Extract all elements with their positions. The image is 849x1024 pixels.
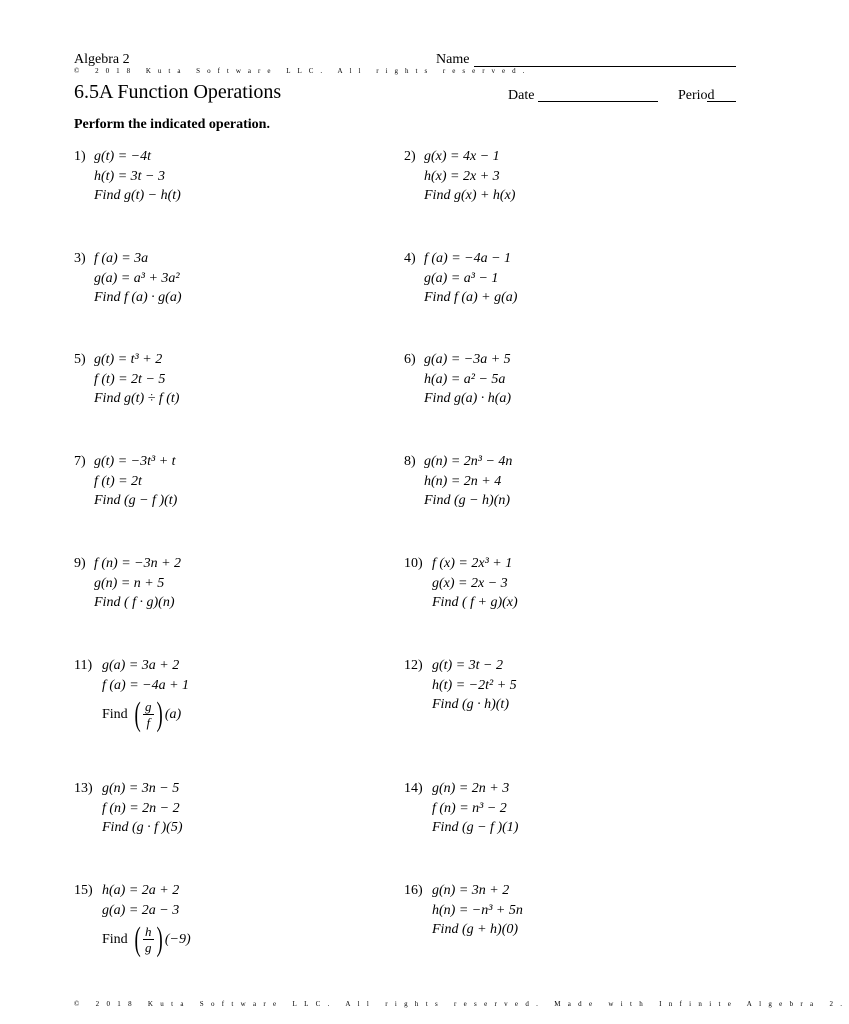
period-label: Period [678,88,715,103]
function-definition: h(n) = −n³ + 5n [432,902,523,918]
function-definition: f (a) = 3a [94,251,149,266]
function-definition: h(t) = −2t² + 5 [432,677,517,693]
problem-number: 6) [404,352,416,367]
problem-number: 13) [74,781,93,796]
function-definition: g(n) = 3n + 2 [432,883,510,898]
fraction-argument: (a) [164,706,182,722]
function-definition: g(n) = 2n³ − 4n [424,454,513,469]
quotient-fraction [143,924,154,955]
problem-task: Find g(t) − h(t) [94,188,181,203]
function-definition: g(n) = 2n + 3 [432,781,510,796]
left-paren: ( [134,695,141,733]
function-definition: f (n) = −3n + 2 [94,556,182,571]
problem-number: 10) [404,556,423,571]
fraction-numerator: h [145,924,152,939]
fraction-denominator: f [146,715,151,730]
function-definition: g(a) = a³ + 3a² [94,270,180,286]
function-definition: f (a) = −4a − 1 [424,251,512,266]
name-label: Name [436,52,470,67]
problem-task: Find (g + h)(0) [432,922,519,937]
problem-number: 16) [404,883,423,898]
find-word: Find [102,931,128,947]
function-definition: h(n) = 2n + 4 [424,473,502,489]
problem-task [102,920,191,958]
problem-number: 2) [404,149,416,164]
function-definition: g(n) = 3n − 5 [102,781,180,796]
function-definition: g(x) = 4x − 1 [424,149,500,164]
instructions: Perform the indicated operation. [74,117,270,132]
problem-task: Find ( f · g)(n) [94,595,175,610]
problem-task: Find (g − f )(1) [432,820,519,835]
problem-number: 14) [404,781,423,796]
date-label: Date [508,88,535,103]
problem-task: Find (g · h)(t) [432,697,509,712]
function-definition: h(a) = 2a + 2 [102,883,180,898]
function-definition: g(n) = n + 5 [94,575,165,591]
right-paren: ) [156,695,163,733]
problem-task: Find f (a) · g(a) [94,290,182,305]
problem-task: Find g(t) ÷ f (t) [94,391,180,406]
function-definition: f (t) = 2t [94,473,142,489]
function-definition: g(t) = t³ + 2 [94,352,163,367]
function-definition: f (n) = n³ − 2 [432,800,507,816]
problem-task: Find (g − f )(t) [94,493,178,508]
problem-task: Find ( f + g)(x) [432,595,518,610]
problem-number: 3) [74,251,86,266]
copyright-notice: © 2018 Kuta Software LLC. All rights reserved. [74,67,532,75]
problem-number: 11) [74,658,93,673]
problem-number: 9) [74,556,86,571]
course-name: Algebra 2 [74,52,130,67]
worksheet-title: 6.5A Function Operations [74,81,282,103]
left-paren: ( [134,920,141,958]
problem-number: 8) [404,454,416,469]
function-definition: g(t) = 3t − 2 [432,658,503,673]
problem-number: 5) [74,352,86,367]
fraction-numerator: g [145,699,152,714]
function-definition: g(t) = −4t [94,149,151,164]
function-definition: g(a) = a³ − 1 [424,270,499,286]
function-definition: g(t) = −3t³ + t [94,454,176,469]
fraction-argument: (−9) [164,931,191,947]
find-word: Find [102,706,128,722]
date-blank[interactable] [538,101,658,102]
function-definition: f (t) = 2t − 5 [94,371,166,387]
problem-task: Find f (a) + g(a) [424,290,518,305]
function-definition: g(x) = 2x − 3 [432,575,508,591]
period-blank[interactable] [707,101,736,102]
problem-number: 15) [74,883,93,898]
problem-task: Find (g − h)(n) [424,493,511,508]
quotient-fraction [143,699,154,730]
problem-task: Find (g · f )(5) [102,820,183,835]
problem-task: Find g(a) · h(a) [424,391,512,406]
problem-task: Find g(x) + h(x) [424,188,516,203]
footer-copyright: © 2018 Kuta Software LLC. All rights reserved. Made with Infinite Algebra 2. [74,1000,849,1008]
problem-number: 4) [404,251,416,266]
function-definition: h(a) = a² − 5a [424,371,506,387]
fraction-denominator: g [145,940,152,955]
function-definition: g(a) = 2a − 3 [102,902,180,918]
problem-number: 7) [74,454,86,469]
problem-number: 1) [74,149,86,164]
function-definition: h(x) = 2x + 3 [424,168,500,184]
problem-task [102,695,189,733]
function-definition: f (x) = 2x³ + 1 [432,556,513,571]
function-definition: f (a) = −4a + 1 [102,677,190,693]
function-definition: g(a) = −3a + 5 [424,352,511,367]
function-definition: h(t) = 3t − 3 [94,168,165,184]
problem-number: 12) [404,658,423,673]
right-paren: ) [156,920,163,958]
function-definition: f (n) = 2n − 2 [102,800,180,816]
function-definition: g(a) = 3a + 2 [102,658,180,673]
